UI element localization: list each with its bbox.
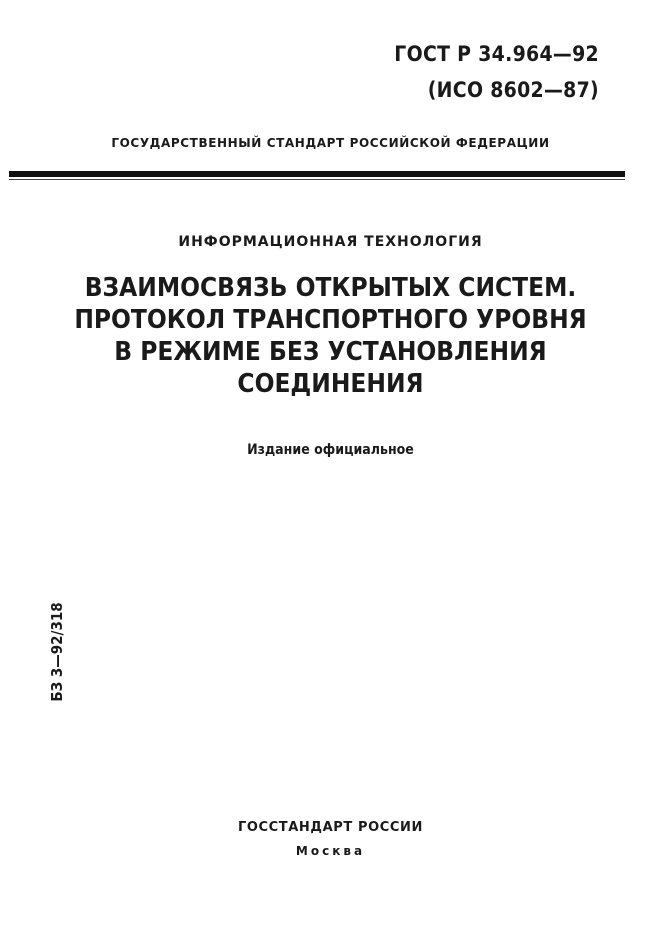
main-title-line: СОЕДИНЕНИЯ [237,369,424,399]
standard-designation [394,36,599,108]
iso-number: (ИСО 8602—87) [427,78,599,102]
main-title-line: ВЗАИМОСВЯЗЬ ОТКРЫТЫХ СИСТЕМ. [84,273,577,303]
edition-label: Издание официальное [247,442,414,458]
side-code-text: БЗ 3—92/318 [48,602,66,702]
publication-city: Москва [295,844,366,858]
header-rule-thin [9,179,625,180]
main-title [40,272,621,400]
main-title-line: ПРОТОКОЛ ТРАНСПОРТНОГО УРОВНЯ [74,305,587,335]
publisher: ГОССТАНДАРТ РОССИИ [237,820,423,835]
main-title-line: В РЕЖИМЕ БЕЗ УСТАНОВЛЕНИЯ [114,337,547,367]
side-code [46,600,68,704]
header-rule-thick [9,171,625,177]
subject-heading: ИНФОРМАЦИОННАЯ ТЕХНОЛОГИЯ [178,234,483,250]
standard-number: ГОСТ Р 34.964—92 [394,42,599,66]
state-standard-heading: ГОСУДАРСТВЕННЫЙ СТАНДАРТ РОССИЙСКОЙ ФЕДЕРАЦИИ [111,136,550,150]
